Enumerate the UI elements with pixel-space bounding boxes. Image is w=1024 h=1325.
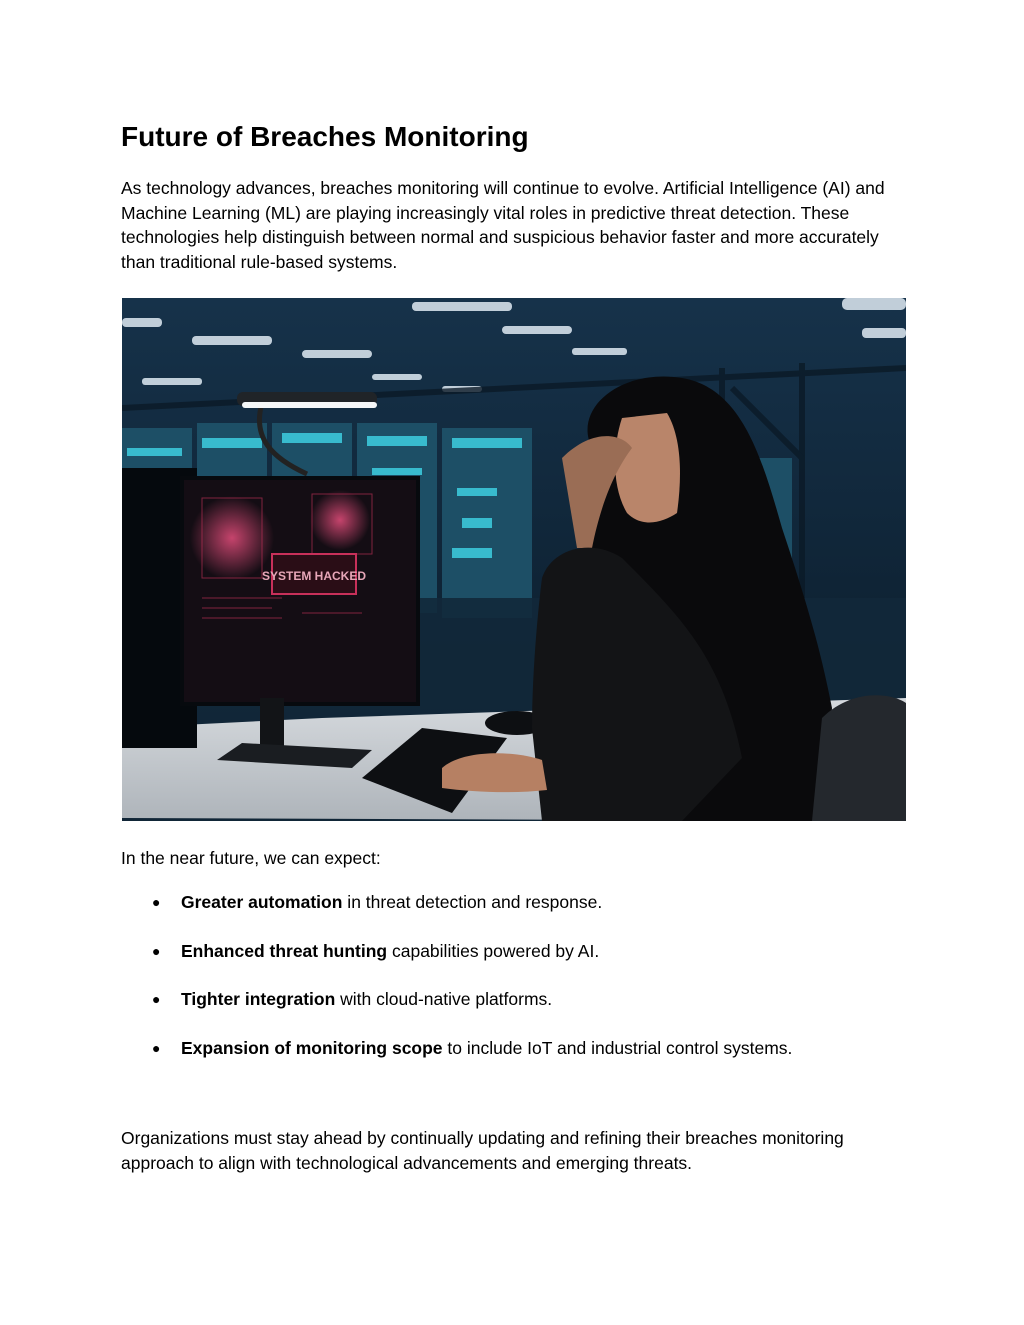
system-hacked-text: SYSTEM HACKED: [261, 569, 367, 583]
intro-paragraph: As technology advances, breaches monitoring will continue to evolve. Artificial Intelligence (AI) and Machine Learning (ML) are playing increasingly vital roles in predictive threat detection. These technologies help distinguish between normal and suspicious behavior faster and more accurately than traditional rule-based systems.: [121, 178, 885, 272]
bullet-icon: ●: [152, 1040, 161, 1057]
bullet-icon: ●: [152, 991, 161, 1008]
expectations-lead: In the near future, we can expect:: [121, 848, 381, 868]
list-item: [121, 888, 921, 937]
list-item-text: with cloud-native platforms.: [335, 989, 553, 1010]
closing-paragraph: Organizations must stay ahead by continually updating and refining their breaches monitoring approach to align with technological advancements and emerging threats.: [121, 1128, 844, 1173]
list-item: [121, 1034, 921, 1083]
list-item-bold: Tighter integration: [181, 989, 336, 1010]
page-title: Future of Breaches Monitoring: [121, 121, 529, 152]
list-item-bold: Enhanced threat hunting: [181, 940, 388, 961]
list-item-text: capabilities powered by AI.: [387, 940, 600, 961]
list-item: [121, 985, 921, 1034]
cybersecurity-photo: [122, 298, 906, 821]
bullet-icon: ●: [152, 942, 161, 959]
expectations-list: [121, 888, 921, 1083]
bullet-icon: ●: [152, 894, 161, 910]
list-item-bold: Greater automation: [181, 892, 343, 912]
list-item-text: to include IoT and industrial control systems.: [442, 1038, 793, 1059]
list-item: [121, 937, 921, 986]
list-item-bold: Expansion of monitoring scope: [181, 1038, 443, 1059]
list-item-text: in threat detection and response.: [342, 892, 603, 912]
